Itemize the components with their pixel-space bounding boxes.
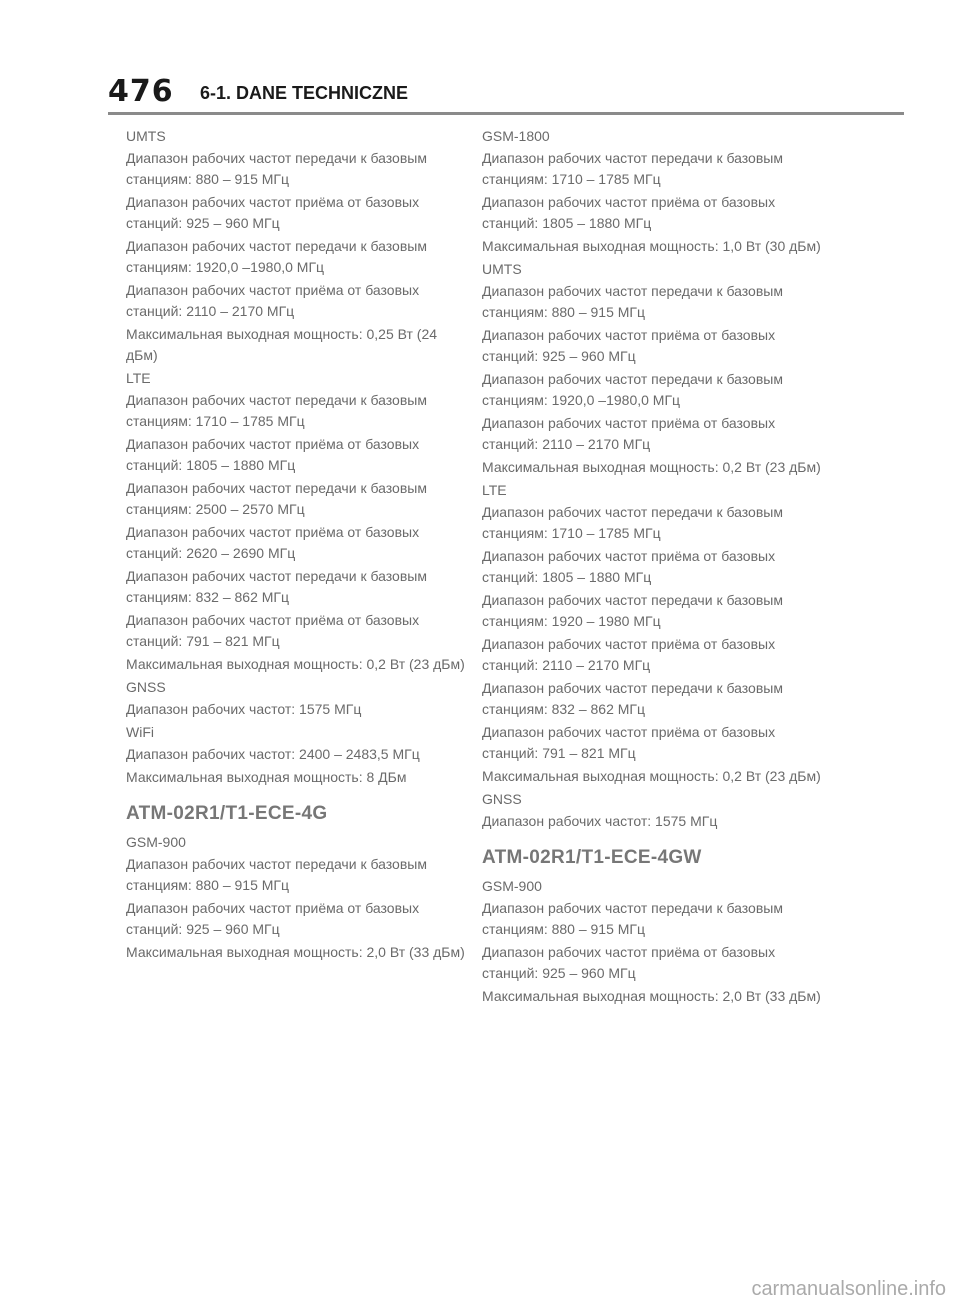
spec-line: Диапазон рабочих частот приёма от базовых станций: 925 – 960 МГц [482,327,776,364]
spec-line: Диапазон рабочих частот передачи к базовым станциям: 832 – 862 МГц [126,568,427,605]
header-divider [108,112,904,115]
left-column [126,126,468,965]
spec-line: Максимальная выходная мощность: 0,25 Вт (24 дБм) [126,326,438,363]
spec-line: Диапазон рабочих частот приёма от базовых станций: 1805 – 1880 МГц [482,548,776,585]
band-label: UMTS [126,128,166,144]
spec-line: Максимальная выходная мощность: 0,2 Вт (23 дБм) [126,656,465,672]
spec-line: Диапазон рабочих частот передачи к базовым станциям: 2500 – 2570 МГц [126,480,427,517]
spec-line: Диапазон рабочих частот приёма от базовых станций: 791 – 821 МГц [482,724,776,761]
spec-line: Диапазон рабочих частот передачи к базовым станциям: 880 – 915 МГц [126,856,427,893]
spec-line: Максимальная выходная мощность: 0,2 Вт (23 дБм) [482,459,821,475]
band-label: GNSS [482,791,522,807]
spec-line: Диапазон рабочих частот: 1575 МГц [126,701,362,717]
spec-line: Диапазон рабочих частот приёма от базовых станций: 2110 – 2170 МГц [482,636,776,673]
spec-line: Диапазон рабочих частот приёма от базовых станций: 2620 – 2690 МГц [126,524,420,561]
spec-line: Диапазон рабочих частот передачи к базовым станциям: 1710 – 1785 МГц [482,150,783,187]
spec-line: Диапазон рабочих частот приёма от базовых станций: 925 – 960 МГц [126,194,420,231]
spec-line: Диапазон рабочих частот передачи к базовым станциям: 1710 – 1785 МГц [482,504,783,541]
spec-line: Диапазон рабочих частот передачи к базовым станциям: 832 – 862 МГц [482,680,783,717]
spec-line: Максимальная выходная мощность: 0,2 Вт (23 дБм) [482,768,821,784]
band-label: WiFi [126,724,154,740]
spec-line: Диапазон рабочих частот передачи к базовым станциям: 1920,0 –1980,0 МГц [126,238,427,275]
spec-line: Диапазон рабочих частот приёма от базовых станций: 2110 – 2170 МГц [126,282,420,319]
model-heading: ATM-02R1/T1-ECE-4G [126,803,328,824]
spec-line: Диапазон рабочих частот приёма от базовых станций: 2110 – 2170 МГц [482,415,776,452]
spec-line: Диапазон рабочих частот приёма от базовых станций: 925 – 960 МГц [482,944,776,981]
band-label: GNSS [126,679,166,695]
spec-line: Диапазон рабочих частот приёма от базовых станций: 791 – 821 МГц [126,612,420,649]
right-column [482,126,824,1009]
spec-line: Максимальная выходная мощность: 2,0 Вт (33 дБм) [482,988,821,1004]
model-heading: ATM-02R1/T1-ECE-4GW [482,847,702,868]
band-label: GSM-1800 [482,128,550,144]
band-label: GSM-900 [482,878,542,894]
spec-line: Максимальная выходная мощность: 1,0 Вт (30 дБм) [482,238,821,254]
spec-line: Максимальная выходная мощность: 2,0 Вт (33 дБм) [126,944,465,960]
chapter-title: 6-1. DANE TECHNICZNE [200,83,409,103]
spec-line: Диапазон рабочих частот передачи к базовым станциям: 1920 – 1980 МГц [482,592,783,629]
spec-line: Диапазон рабочих частот передачи к базовым станциям: 1920,0 –1980,0 МГц [482,371,783,408]
spec-line: Диапазон рабочих частот: 2400 – 2483,5 МГц [126,746,420,762]
band-label: LTE [126,370,151,386]
spec-line: Диапазон рабочих частот приёма от базовых станций: 1805 – 1880 МГц [482,194,776,231]
spec-line: Диапазон рабочих частот передачи к базовым станциям: 880 – 915 МГц [482,900,783,937]
watermark: carmanualsonline.info [751,1278,946,1300]
band-label: GSM-900 [126,834,186,850]
spec-line: Диапазон рабочих частот приёма от базовых станций: 1805 – 1880 МГц [126,436,420,473]
band-label: UMTS [482,261,522,277]
spec-line: Диапазон рабочих частот передачи к базовым станциям: 880 – 915 МГц [126,150,427,187]
spec-line: Максимальная выходная мощность: 8 ДБм [126,769,407,785]
spec-line: Диапазон рабочих частот передачи к базовым станциям: 1710 – 1785 МГц [126,392,427,429]
spec-line: Диапазон рабочих частот передачи к базовым станциям: 880 – 915 МГц [482,283,783,320]
spec-line: Диапазон рабочих частот приёма от базовых станций: 925 – 960 МГц [126,900,420,937]
page-number: 476 [108,74,174,109]
spec-line: Диапазон рабочих частот: 1575 МГц [482,813,718,829]
band-label: LTE [482,482,507,498]
